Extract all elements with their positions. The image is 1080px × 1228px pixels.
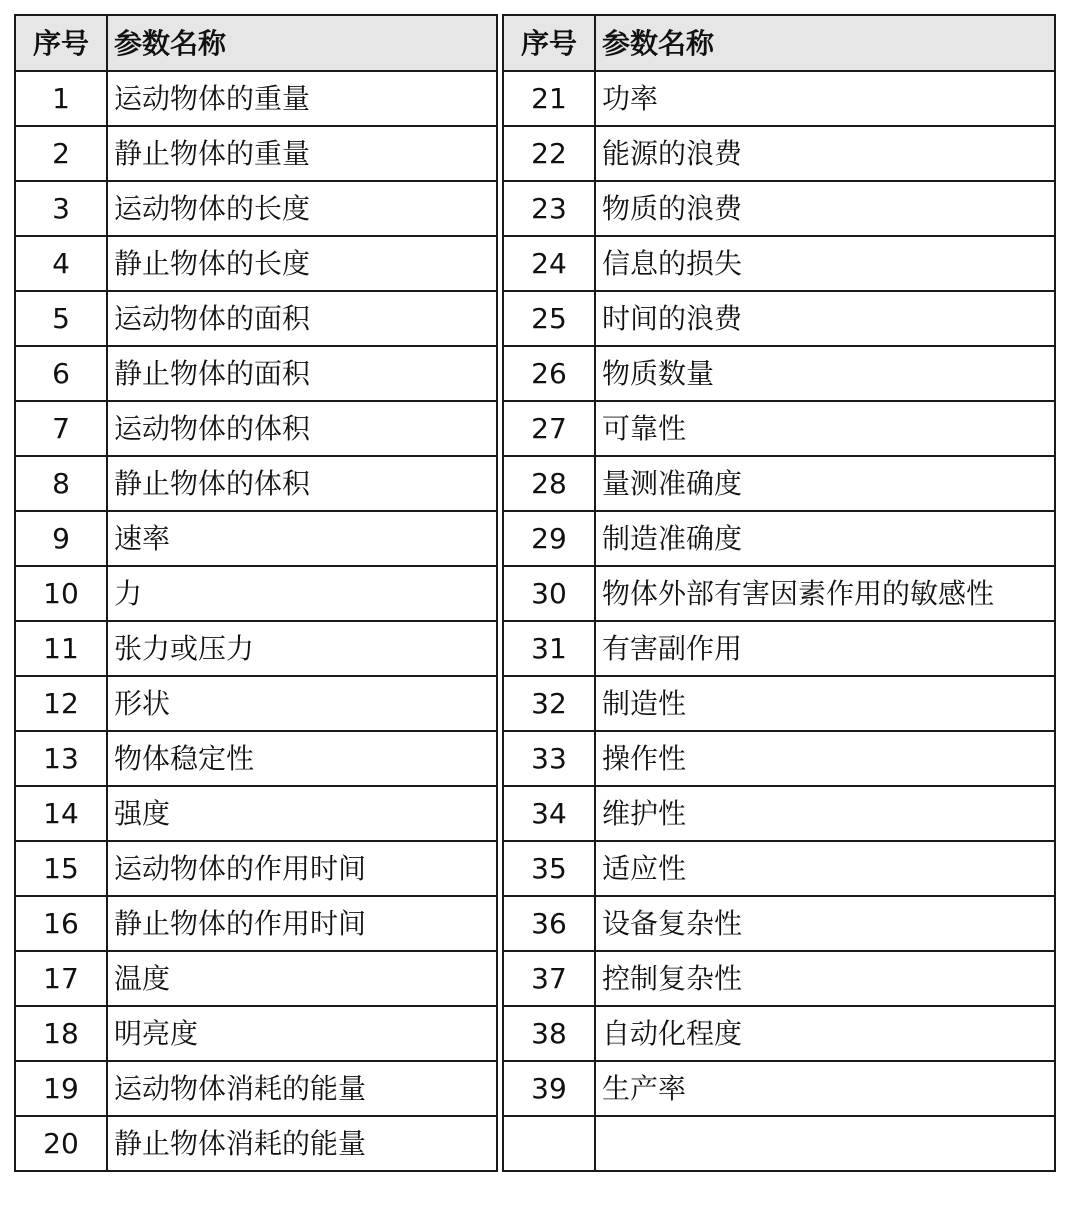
serial-number-cell: 15: [15, 841, 107, 896]
parameter-name-cell: 生产率: [595, 1061, 1055, 1116]
parameter-name-cell: 形状: [107, 676, 497, 731]
table-row: [503, 291, 1055, 346]
serial-number-cell: 31: [503, 621, 595, 676]
header-serial-number: 序号: [503, 15, 595, 71]
table-header-row: [15, 15, 497, 71]
table-row: [15, 1061, 497, 1116]
serial-number-cell: 5: [15, 291, 107, 346]
serial-number-cell: 17: [15, 951, 107, 1006]
parameter-table-container: [14, 14, 1056, 1172]
serial-number-cell: 29: [503, 511, 595, 566]
parameter-name-cell: [595, 1116, 1055, 1171]
header-serial-number: 序号: [15, 15, 107, 71]
serial-number-cell: 12: [15, 676, 107, 731]
parameter-name-cell: 强度: [107, 786, 497, 841]
serial-number-cell: 13: [15, 731, 107, 786]
parameter-name-cell: 功率: [595, 71, 1055, 126]
table-row: [503, 731, 1055, 786]
serial-number-cell: 1: [15, 71, 107, 126]
serial-number-cell: 8: [15, 456, 107, 511]
parameter-name-cell: 物质的浪费: [595, 181, 1055, 236]
table-row: [503, 1061, 1055, 1116]
table-header-row: [503, 15, 1055, 71]
table-row: [503, 841, 1055, 896]
serial-number-cell: 27: [503, 401, 595, 456]
serial-number-cell: 11: [15, 621, 107, 676]
serial-number-cell: 10: [15, 566, 107, 621]
table-row: [503, 1116, 1055, 1171]
table-row: [503, 566, 1055, 621]
parameter-name-cell: 静止物体的作用时间: [107, 896, 497, 951]
parameter-name-cell: 温度: [107, 951, 497, 1006]
serial-number-cell: 30: [503, 566, 595, 621]
table-row: [503, 181, 1055, 236]
parameter-name-cell: 运动物体的体积: [107, 401, 497, 456]
table-row: [15, 1006, 497, 1061]
parameter-name-cell: 静止物体消耗的能量: [107, 1116, 497, 1171]
serial-number-cell: 39: [503, 1061, 595, 1116]
parameter-name-cell: 信息的损失: [595, 236, 1055, 291]
table-row: [503, 456, 1055, 511]
table-row: [503, 621, 1055, 676]
parameter-name-cell: 制造性: [595, 676, 1055, 731]
parameter-table-left: [14, 14, 498, 1172]
table-row: [15, 291, 497, 346]
parameter-name-cell: 静止物体的体积: [107, 456, 497, 511]
serial-number-cell: 6: [15, 346, 107, 401]
parameter-name-cell: 有害副作用: [595, 621, 1055, 676]
table-row: [503, 71, 1055, 126]
table-row: [15, 181, 497, 236]
parameter-name-cell: 静止物体的面积: [107, 346, 497, 401]
table-row: [503, 786, 1055, 841]
serial-number-cell: 4: [15, 236, 107, 291]
parameter-name-cell: 物体外部有害因素作用的敏感性: [595, 566, 1055, 621]
serial-number-cell: 24: [503, 236, 595, 291]
table-row: [15, 511, 497, 566]
parameter-name-cell: 静止物体的长度: [107, 236, 497, 291]
table-row: [15, 786, 497, 841]
serial-number-cell: 23: [503, 181, 595, 236]
table-row: [503, 896, 1055, 951]
table-row: [503, 236, 1055, 291]
parameter-name-cell: 适应性: [595, 841, 1055, 896]
parameter-name-cell: 可靠性: [595, 401, 1055, 456]
parameter-name-cell: 运动物体的作用时间: [107, 841, 497, 896]
table-row: [15, 236, 497, 291]
parameter-name-cell: 明亮度: [107, 1006, 497, 1061]
serial-number-cell: 26: [503, 346, 595, 401]
serial-number-cell: 19: [15, 1061, 107, 1116]
serial-number-cell: 16: [15, 896, 107, 951]
parameter-name-cell: 运动物体的面积: [107, 291, 497, 346]
table-row: [503, 511, 1055, 566]
table-row: [15, 346, 497, 401]
table-row: [15, 566, 497, 621]
parameter-name-cell: 运动物体的长度: [107, 181, 497, 236]
parameter-name-cell: 设备复杂性: [595, 896, 1055, 951]
serial-number-cell: 38: [503, 1006, 595, 1061]
serial-number-cell: 20: [15, 1116, 107, 1171]
serial-number-cell: 35: [503, 841, 595, 896]
serial-number-cell: 9: [15, 511, 107, 566]
parameter-name-cell: 维护性: [595, 786, 1055, 841]
serial-number-cell: 2: [15, 126, 107, 181]
parameter-name-cell: 制造准确度: [595, 511, 1055, 566]
serial-number-cell: 33: [503, 731, 595, 786]
parameter-name-cell: 运动物体的重量: [107, 71, 497, 126]
table-row: [503, 126, 1055, 181]
serial-number-cell: 28: [503, 456, 595, 511]
table-row: [15, 456, 497, 511]
table-row: [503, 401, 1055, 456]
header-parameter-name: 参数名称: [107, 15, 497, 71]
table-row: [503, 676, 1055, 731]
parameter-name-cell: 自动化程度: [595, 1006, 1055, 1061]
table-row: [15, 841, 497, 896]
serial-number-cell: 32: [503, 676, 595, 731]
serial-number-cell: 36: [503, 896, 595, 951]
parameter-name-cell: 物质数量: [595, 346, 1055, 401]
serial-number-cell: 14: [15, 786, 107, 841]
serial-number-cell: 21: [503, 71, 595, 126]
serial-number-cell: 25: [503, 291, 595, 346]
serial-number-cell: 18: [15, 1006, 107, 1061]
serial-number-cell: 37: [503, 951, 595, 1006]
table-row: [15, 621, 497, 676]
parameter-name-cell: 运动物体消耗的能量: [107, 1061, 497, 1116]
table-row: [503, 346, 1055, 401]
table-row: [15, 951, 497, 1006]
parameter-name-cell: 时间的浪费: [595, 291, 1055, 346]
serial-number-cell: 34: [503, 786, 595, 841]
parameter-name-cell: 静止物体的重量: [107, 126, 497, 181]
table-row: [503, 1006, 1055, 1061]
parameter-name-cell: 能源的浪费: [595, 126, 1055, 181]
table-row: [15, 71, 497, 126]
serial-number-cell: 3: [15, 181, 107, 236]
parameter-table-right: [502, 14, 1056, 1172]
serial-number-cell: 7: [15, 401, 107, 456]
parameter-name-cell: 物体稳定性: [107, 731, 497, 786]
table-row: [15, 126, 497, 181]
parameter-name-cell: 量测准确度: [595, 456, 1055, 511]
parameter-name-cell: 控制复杂性: [595, 951, 1055, 1006]
table-row: [15, 676, 497, 731]
header-parameter-name: 参数名称: [595, 15, 1055, 71]
serial-number-cell: 22: [503, 126, 595, 181]
parameter-name-cell: 操作性: [595, 731, 1055, 786]
serial-number-cell: [503, 1116, 595, 1171]
parameter-name-cell: 力: [107, 566, 497, 621]
table-row: [503, 951, 1055, 1006]
parameter-name-cell: 速率: [107, 511, 497, 566]
table-row: [15, 401, 497, 456]
table-row: [15, 731, 497, 786]
table-row: [15, 896, 497, 951]
parameter-name-cell: 张力或压力: [107, 621, 497, 676]
table-row: [15, 1116, 497, 1171]
